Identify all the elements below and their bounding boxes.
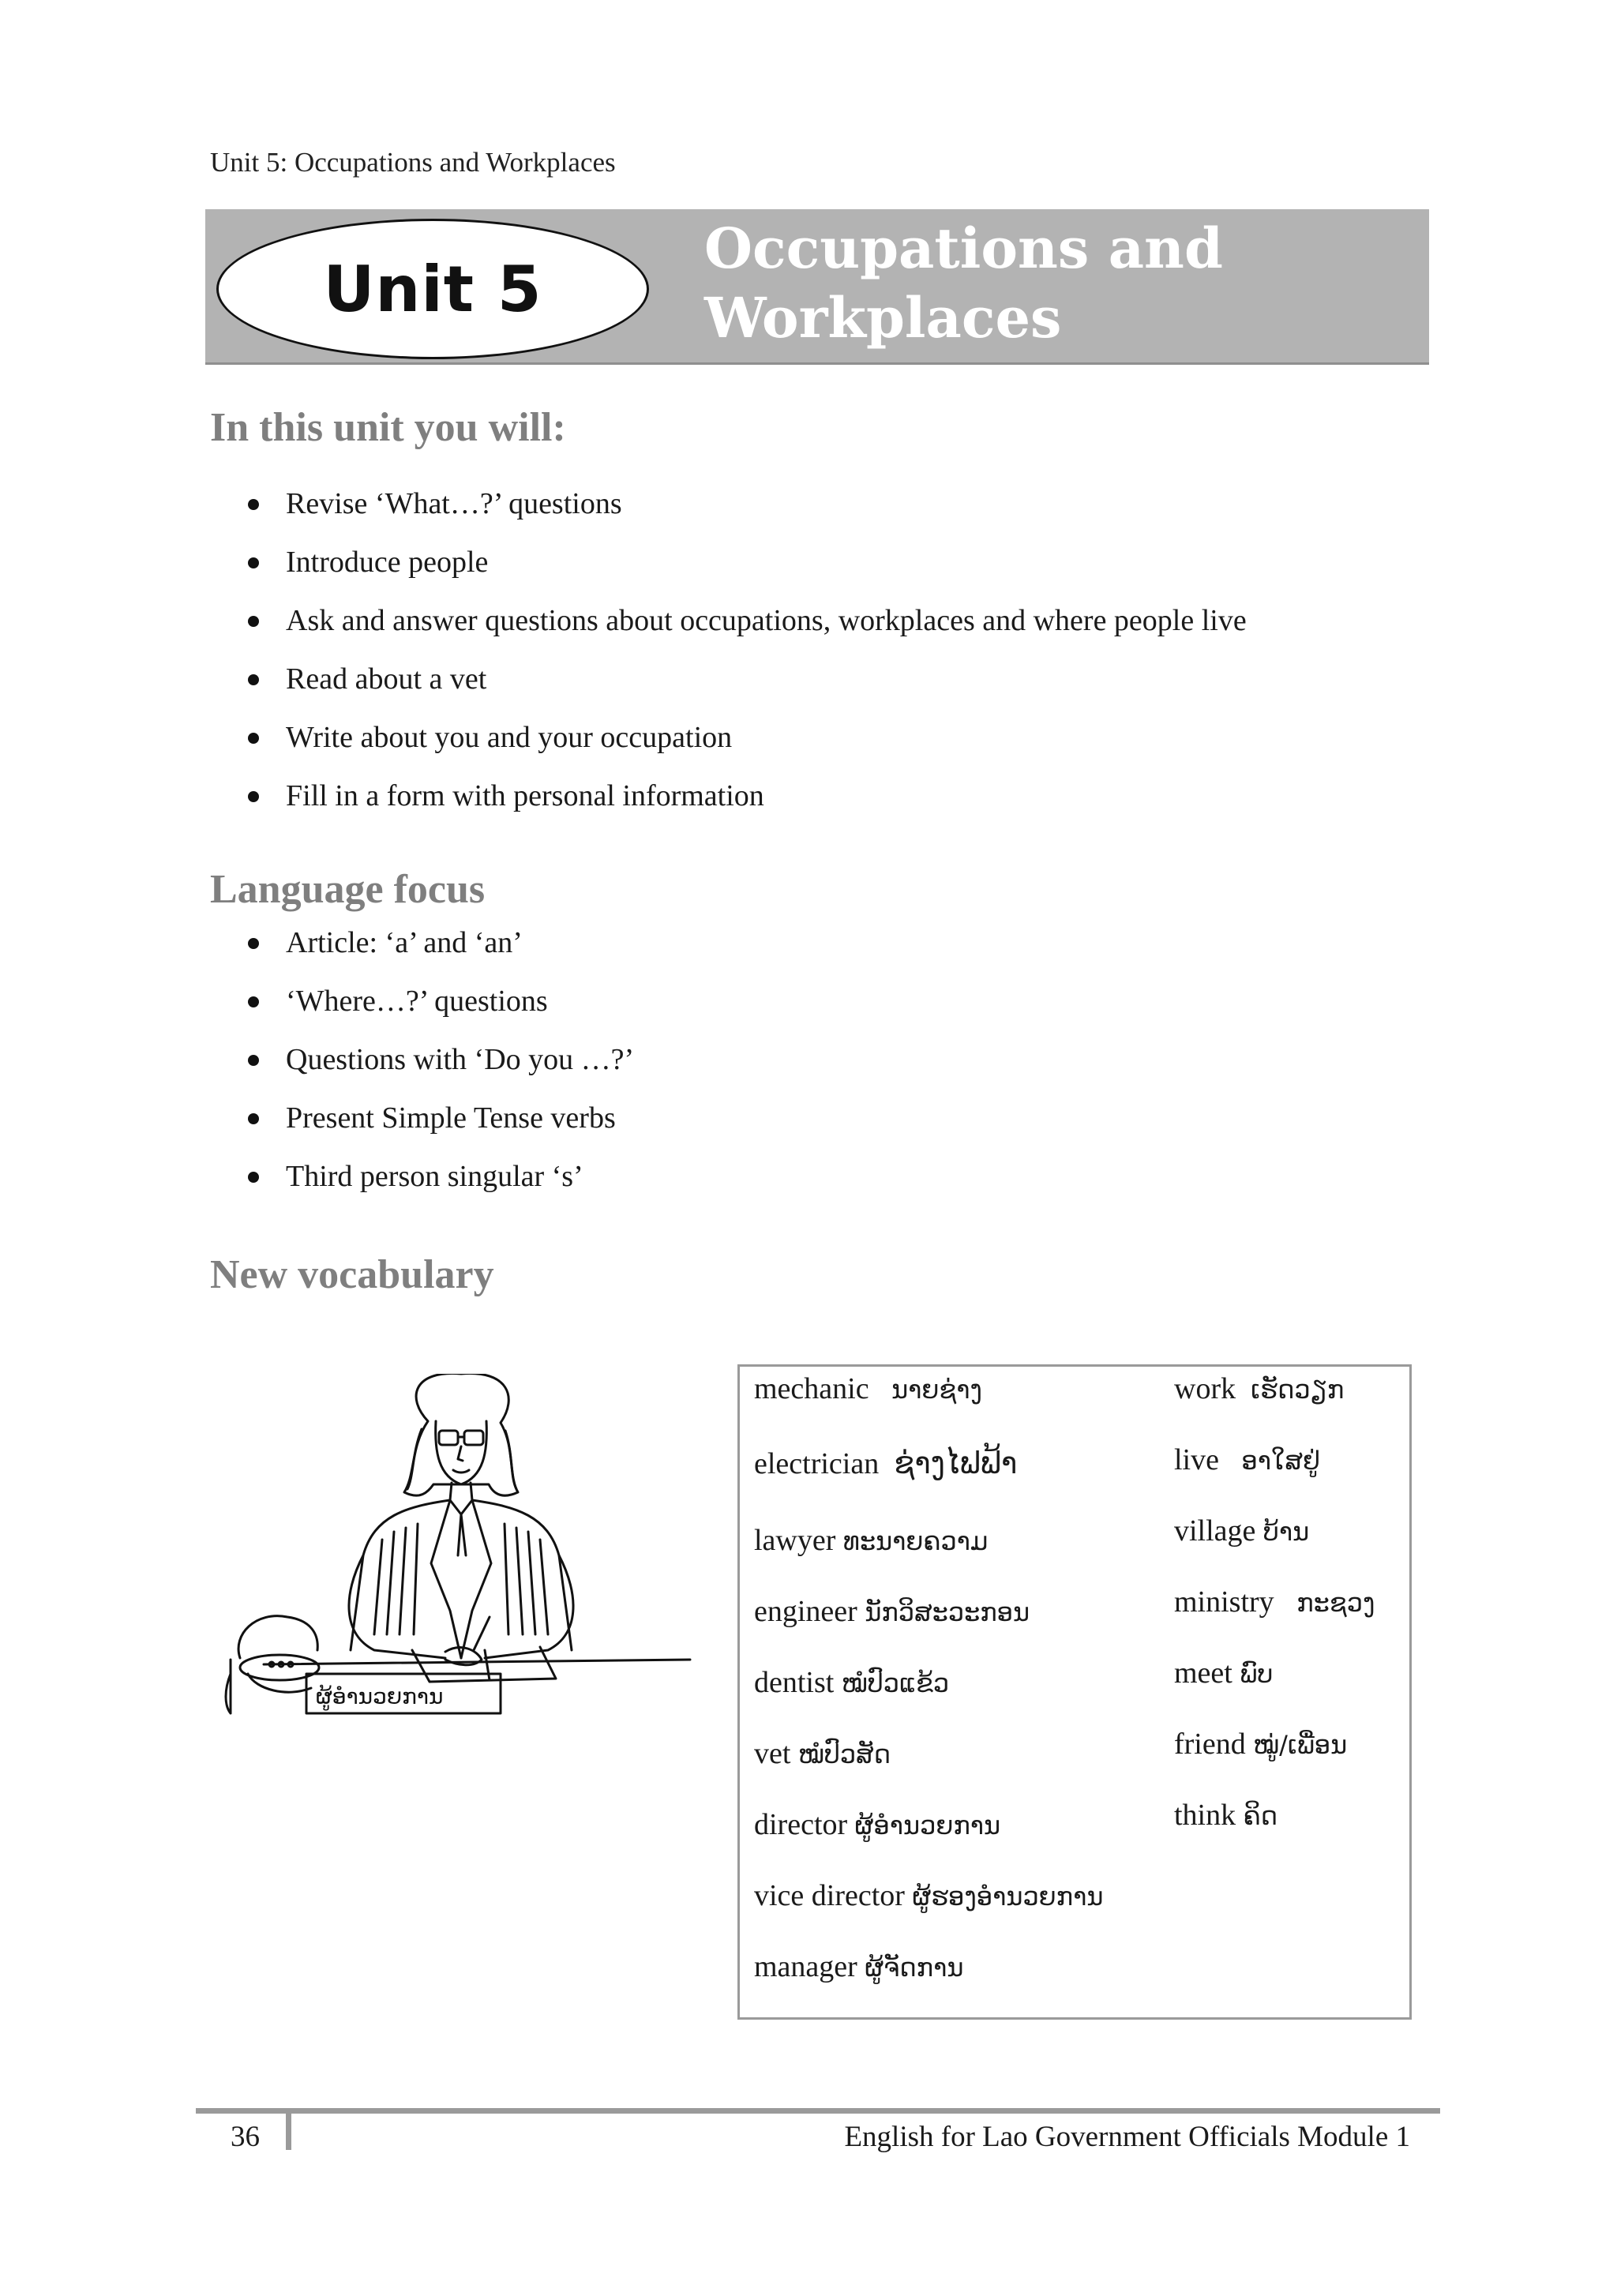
vocab-item: vet ໝໍປົວສັດ xyxy=(754,1737,891,1770)
vocab-item: mechanic ນາຍຊ່າງ xyxy=(754,1372,982,1405)
bullet-icon xyxy=(248,996,259,1007)
list-item: Read about a vet xyxy=(245,658,1247,717)
book-title: English for Lao Government Officials Module 1 xyxy=(844,2121,1410,2153)
page-number: 36 xyxy=(231,2121,260,2153)
director-illustration xyxy=(224,1374,698,1800)
name-plate-label: ຜູ້ອໍານວຍການ xyxy=(316,1683,444,1709)
bullet-icon xyxy=(248,1055,259,1066)
unit-title-line-1: Occupations and xyxy=(704,216,1223,281)
language-focus-list xyxy=(245,922,634,1214)
bullet-icon xyxy=(248,616,259,627)
bullet-icon xyxy=(248,791,259,802)
vocab-item: friend ໝູ່/ເພື່ອນ xyxy=(1174,1728,1348,1761)
vocab-item: vice director ຜູ້ຮອງອໍານວຍການ xyxy=(754,1879,1104,1912)
bullet-icon xyxy=(248,733,259,744)
bullet-icon xyxy=(248,499,259,510)
running-head: Unit 5: Occupations and Workplaces xyxy=(210,147,616,178)
vocab-item: lawyer ທະນາຍຄວາມ xyxy=(754,1524,989,1557)
language-focus-heading: Language focus xyxy=(210,867,486,912)
list-item: ‘Where…?’ questions xyxy=(245,981,634,1039)
unit-title xyxy=(704,214,1223,353)
list-item: Ask and answer questions about occupations, workplaces and where people live xyxy=(245,600,1247,658)
vocab-item: director ຜູ້ອໍານວຍການ xyxy=(754,1808,1001,1841)
objectives-list xyxy=(245,483,1247,834)
vocab-item: village ບ້ານ xyxy=(1174,1514,1310,1548)
objectives-heading: In this unit you will: xyxy=(210,405,566,450)
vocab-item: ministry ກະຊວງ xyxy=(1174,1585,1375,1619)
vocabulary-heading: New vocabulary xyxy=(210,1252,494,1297)
vocab-item: engineer ນັກວິສະວະກອນ xyxy=(754,1595,1030,1628)
list-item: Questions with ‘Do you …?’ xyxy=(245,1039,634,1097)
footer-rule xyxy=(196,2108,1440,2114)
list-item: Fill in a form with personal information xyxy=(245,775,1247,834)
bullet-icon xyxy=(248,557,259,568)
unit-oval xyxy=(216,219,649,359)
list-item: Revise ‘What…?’ questions xyxy=(245,483,1247,542)
unit-label: Unit 5 xyxy=(323,252,542,326)
vocab-item: electrician ຊ່າງໄຟຟ້າ xyxy=(754,1446,1018,1480)
vocab-item: work ເຮັດວຽກ xyxy=(1174,1372,1345,1405)
vocab-item: meet ພົບ xyxy=(1174,1656,1274,1690)
bullet-icon xyxy=(248,1172,259,1183)
list-item: Third person singular ‘s’ xyxy=(245,1156,634,1214)
bullet-icon xyxy=(248,674,259,685)
vocab-item: think ຄິດ xyxy=(1174,1799,1278,1832)
vocab-item: manager ຜູ້ຈັດການ xyxy=(754,1950,964,1983)
vocabulary-box xyxy=(737,1364,1412,2020)
list-item: Introduce people xyxy=(245,542,1247,600)
footer-divider xyxy=(286,2114,291,2150)
unit-banner xyxy=(205,209,1429,365)
unit-title-line-2: Workplaces xyxy=(704,285,1062,351)
bullet-icon xyxy=(248,1113,259,1124)
bullet-icon xyxy=(248,938,259,949)
vocab-item: dentist ໝໍປົວແຂ້ວ xyxy=(754,1666,950,1699)
list-item: Article: ‘a’ and ‘an’ xyxy=(245,922,634,981)
vocab-item: live ອາໃສຢູ່ xyxy=(1174,1443,1320,1476)
list-item: Present Simple Tense verbs xyxy=(245,1097,634,1156)
list-item: Write about you and your occupation xyxy=(245,717,1247,775)
